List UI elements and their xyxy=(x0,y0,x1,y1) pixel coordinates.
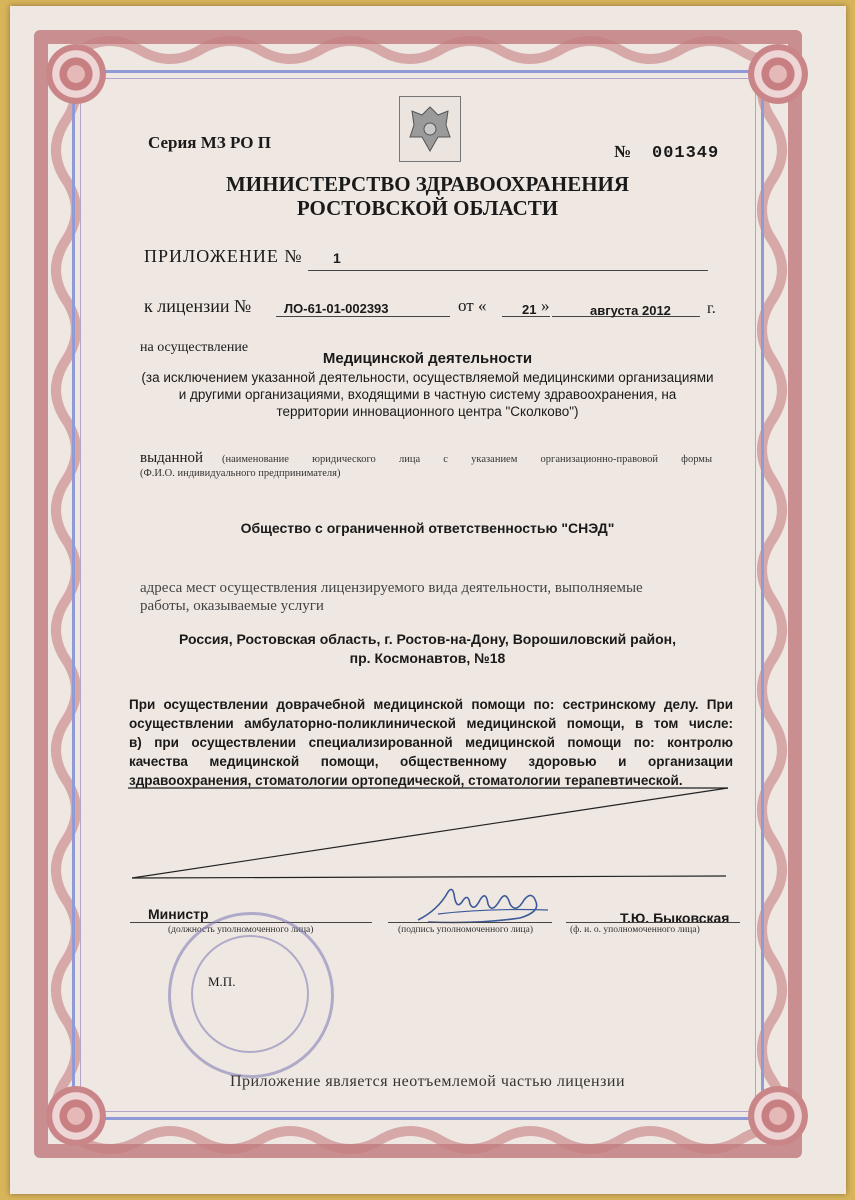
issued-hint-line1: (наименование юридического лица с указанием организационно-правовой формы xyxy=(222,454,712,465)
day-value: 21 xyxy=(522,302,537,317)
position-hint: (должность уполномоченного лица) xyxy=(168,925,314,935)
services-line4: качества медицинской помощи, общественному здоровью и организации xyxy=(129,754,733,769)
services-line3: в) при осуществлении специализированной медицинской помощи по: контролю xyxy=(129,735,733,750)
corner-rosette-bottom-right xyxy=(748,1086,808,1146)
from-label: от « xyxy=(458,296,487,315)
month-year-value: августа 2012 xyxy=(590,303,671,318)
issued-label: выданной xyxy=(140,450,204,466)
services-line2: осуществлении амбулаторно-поликлинической медицинской помощи, в том числе: xyxy=(129,716,733,731)
license-label: к лицензии № xyxy=(144,296,252,316)
ministry-title-line2: РОСТОВСКОЙ ОБЛАСТИ xyxy=(296,196,559,220)
for-label: на осуществление xyxy=(140,340,249,355)
position-value: Министр xyxy=(148,906,209,922)
signer-name: Т.Ю. Быковская xyxy=(620,910,730,926)
series-label: Серия МЗ РО П xyxy=(148,133,271,152)
appendix-label: ПРИЛОЖЕНИЕ № xyxy=(144,246,303,266)
document-number: 001349 xyxy=(652,144,720,163)
stamp-place-label: М.П. xyxy=(208,974,236,989)
signature-line xyxy=(388,922,552,923)
license-number-line xyxy=(276,316,450,317)
signer-line xyxy=(566,922,740,923)
ministry-title-line1: МИНИСТЕРСТВО ЗДРАВООХРАНЕНИЯ xyxy=(225,172,630,196)
signature-hint: (подпись уполномоченного лица) xyxy=(398,925,534,935)
official-stamp-seal xyxy=(168,912,334,1078)
address-label-line1: адреса мест осуществления лицензируемого вида деятельности, выполняемые xyxy=(140,580,643,596)
corner-rosette-bottom-left xyxy=(46,1086,106,1146)
footer-note: Приложение является неотъемлемой частью лицензии xyxy=(229,1073,626,1090)
appendix-number: 1 xyxy=(333,250,341,266)
activity-note-line1: (за исключением указанной деятельности, осуществляемой медицинскими организациями xyxy=(141,370,714,385)
corner-rosette-top-left xyxy=(46,44,106,104)
corner-rosette-top-right xyxy=(748,44,808,104)
address-line1: Россия, Ростовская область, г. Ростов-на-Дону, Ворошиловский район, xyxy=(178,631,676,647)
activity-note-line3: территории инновационного центра "Сколково") xyxy=(276,404,579,419)
activity-note-line2: и другими организациями, входящими в частную систему здравоохранения, на xyxy=(178,387,677,402)
year-suffix: г. xyxy=(707,300,716,317)
address-line2: пр. Космонавтов, №18 xyxy=(349,650,506,666)
services-line1: При осуществлении доврачебной медицинской помощи по: сестринскому делу. При xyxy=(129,697,733,712)
coat-of-arms-emblem xyxy=(399,96,461,162)
activity-title: Медицинской деятельности xyxy=(322,350,533,367)
issued-hint-line2: (Ф.И.О. индивидуального предпринимателя) xyxy=(140,468,341,479)
signer-hint: (ф. и. о. уполномоченного лица) xyxy=(570,925,700,935)
number-sign: № xyxy=(614,142,632,161)
appendix-number-line xyxy=(308,270,708,271)
license-number: ЛО-61-01-002393 xyxy=(284,301,389,316)
company-name: Общество с ограниченной ответственностью "СНЭД" xyxy=(240,520,615,536)
day-close-quote: » xyxy=(541,296,550,315)
services-line5: здравоохранения, стоматологии ортопедической, стоматологии терапевтической. xyxy=(129,773,683,788)
address-label-line2: работы, оказываемые услуги xyxy=(140,598,324,614)
